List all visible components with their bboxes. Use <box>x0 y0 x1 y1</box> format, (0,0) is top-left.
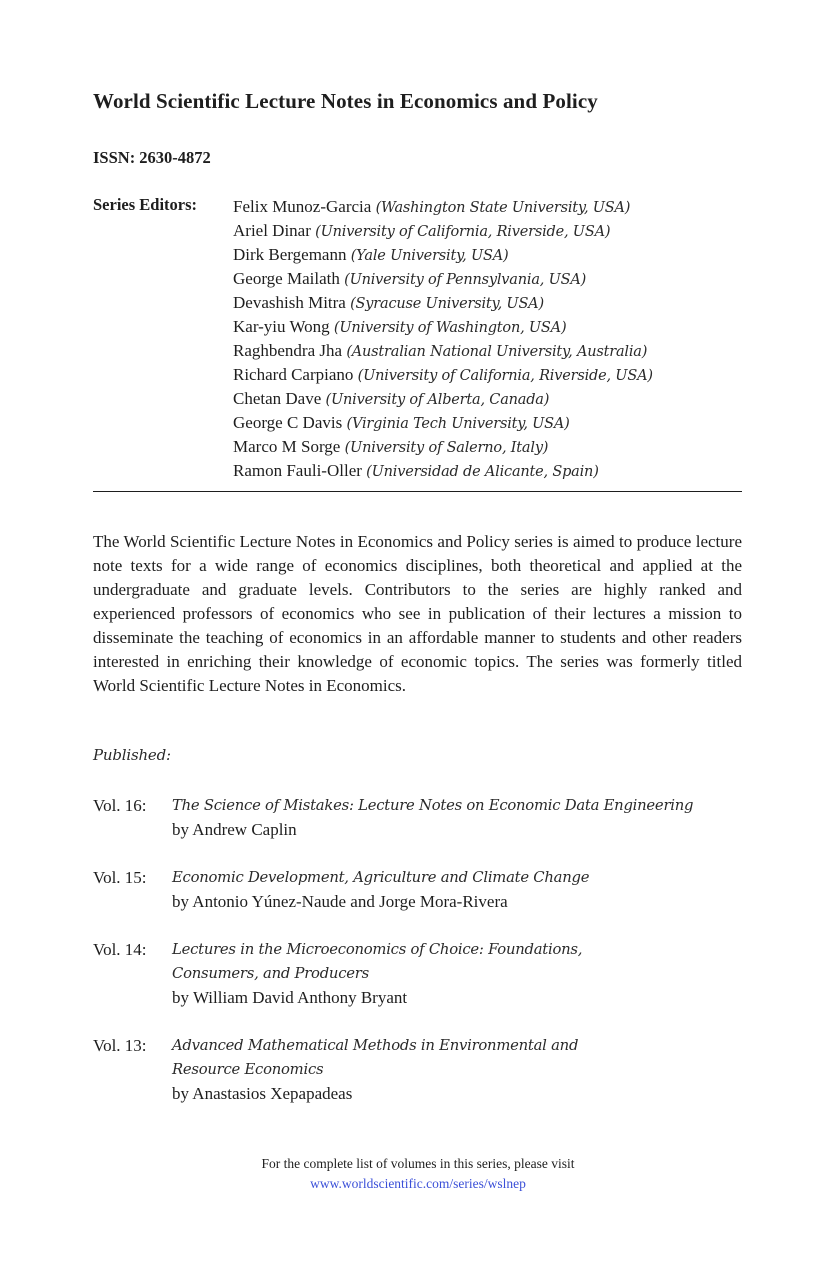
editor-affiliation: (Virginia Tech University, USA) <box>346 416 570 432</box>
volume-author: by Antonio Yúnez-Naude and Jorge Mora-Rivera <box>172 892 508 911</box>
editor-item <box>233 459 653 483</box>
volume-number: Vol. 15: <box>93 868 147 887</box>
editor-name: Devashish Mitra <box>233 293 346 312</box>
editor-item <box>233 435 653 459</box>
section-divider <box>93 491 742 492</box>
editor-affiliation: (University of California, Riverside, USA) <box>315 224 611 240</box>
series-description: The World Scientific Lecture Notes in Economics and Policy series is aimed to produce lecture note texts for a wide range of economics disciplines, both theoretical and applied at the undergraduate and graduate levels. Contributors to the series are highly ranked and experienced professors of economics who see in publication of their lectures a mission to disseminate the teaching of economics in an affordable manner to students and other readers interested in enriching their knowledge of economic topics. The series was formerly titled World Scientific Lecture Notes in Economics. <box>93 532 742 695</box>
series-title: World Scientific Lecture Notes in Economics and Policy <box>93 89 598 113</box>
editor-affiliation: (Yale University, USA) <box>350 248 509 264</box>
editor-list <box>233 195 653 483</box>
editor-item <box>233 195 653 219</box>
editor-name: Ramon Fauli-Oller <box>233 461 362 480</box>
editor-name: Raghbendra Jha <box>233 341 343 360</box>
editor-name: George Mailath <box>233 269 340 288</box>
editor-item <box>233 387 653 411</box>
editor-name: Felix Munoz-Garcia <box>233 197 372 216</box>
volume-number: Vol. 13: <box>93 1036 147 1055</box>
editor-affiliation: (University of Alberta, Canada) <box>325 392 550 408</box>
editor-affiliation: (University of Salerno, Italy) <box>344 440 549 456</box>
published-label: Published: <box>93 746 171 764</box>
editor-affiliation: (University of Pennsylvania, USA) <box>344 272 587 288</box>
editor-item <box>233 219 653 243</box>
series-website-link[interactable]: www.worldscientific.com/series/wslnep <box>310 1176 526 1191</box>
editor-item <box>233 291 653 315</box>
volume-title-line-2: Resource Economics <box>172 1061 324 1078</box>
editor-affiliation: (University of California, Riverside, USA) <box>357 368 653 384</box>
editor-affiliation: (Universidad de Alicante, Spain) <box>366 464 599 480</box>
footer-text: For the complete list of volumes in this series, please visit <box>261 1156 575 1171</box>
editor-name: Chetan Dave <box>233 389 322 408</box>
volume-author: by Andrew Caplin <box>172 820 297 839</box>
editor-item <box>233 243 653 267</box>
volume-title: Economic Development, Agriculture and Climate Change <box>172 869 590 886</box>
editor-affiliation: (Washington State University, USA) <box>375 200 631 216</box>
volume-title-line-1: Lectures in the Microeconomics of Choice: Foundations, <box>172 941 583 958</box>
editor-item <box>233 339 653 363</box>
volume-details <box>172 938 742 1010</box>
volume-details <box>172 794 742 842</box>
editor-affiliation: (Australian National University, Australia) <box>346 344 648 360</box>
volume-title-line-2: Consumers, and Producers <box>172 965 369 982</box>
editor-item <box>233 363 653 387</box>
editor-item <box>233 411 653 435</box>
editor-item <box>233 267 653 291</box>
editor-name: Ariel Dinar <box>233 221 311 240</box>
volume-number: Vol. 16: <box>93 796 147 815</box>
editor-affiliation: (University of Washington, USA) <box>333 320 567 336</box>
editor-name: Dirk Bergemann <box>233 245 347 264</box>
editor-name: George C Davis <box>233 413 343 432</box>
series-editors-label: Series Editors: <box>93 195 198 214</box>
editor-item <box>233 315 653 339</box>
volume-details <box>172 1034 742 1106</box>
volume-author: by Anastasios Xepapadeas <box>172 1084 353 1103</box>
issn: ISSN: 2630-4872 <box>93 148 211 167</box>
volume-title: The Science of Mistakes: Lecture Notes on Economic Data Engineering <box>172 797 694 814</box>
volume-author: by William David Anthony Bryant <box>172 988 408 1007</box>
editor-name: Richard Carpiano <box>233 365 354 384</box>
volume-title-line-1: Advanced Mathematical Methods in Environmental and <box>172 1037 579 1054</box>
editor-name: Marco M Sorge <box>233 437 341 456</box>
volume-number: Vol. 14: <box>93 940 147 959</box>
editor-affiliation: (Syracuse University, USA) <box>350 296 544 312</box>
volume-details <box>172 866 742 914</box>
editor-name: Kar-yiu Wong <box>233 317 330 336</box>
footer <box>0 1154 836 1194</box>
